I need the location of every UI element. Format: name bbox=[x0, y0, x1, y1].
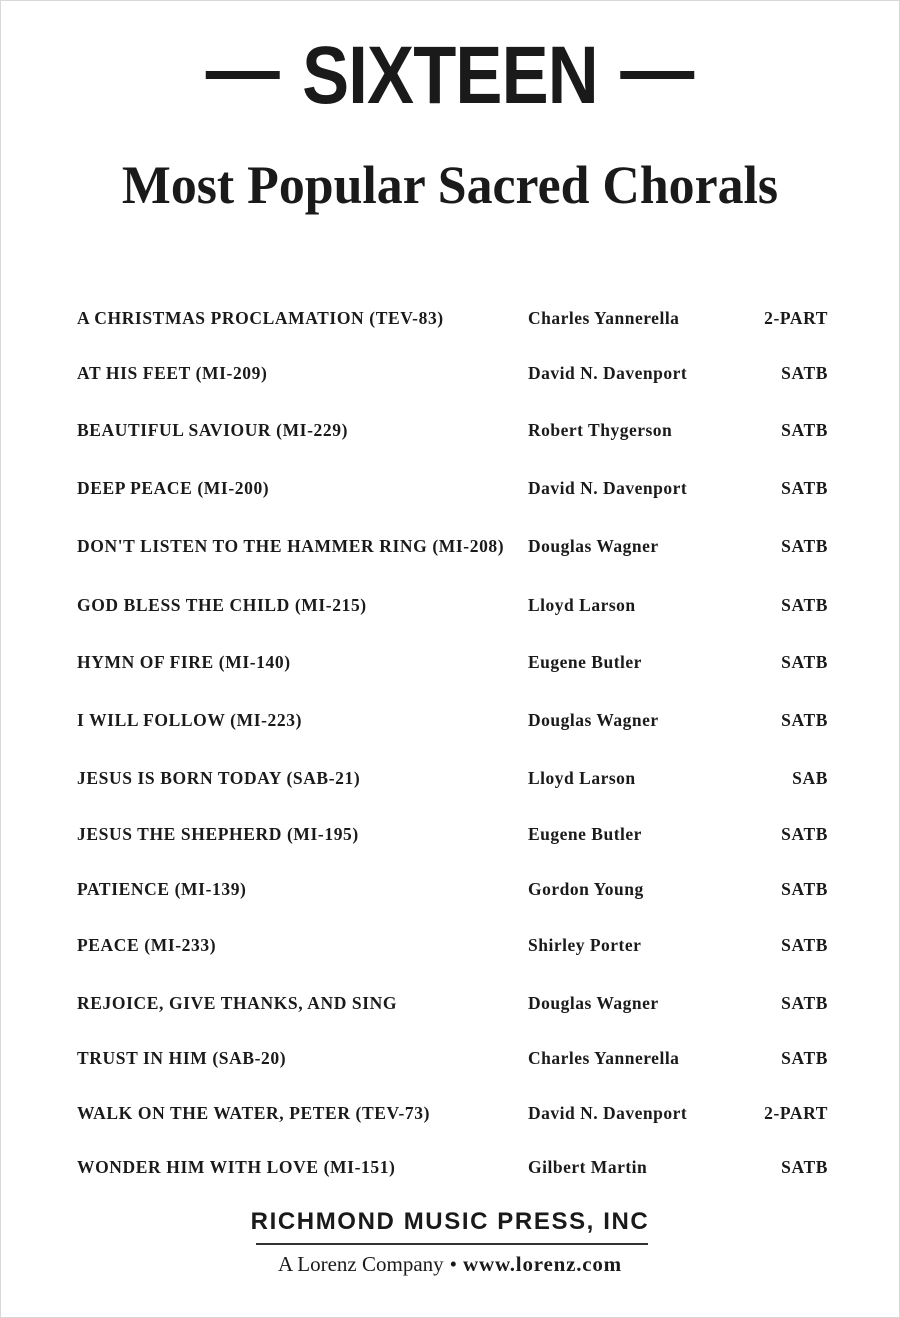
choral-voicing: SATB bbox=[781, 478, 828, 498]
choral-title: BEAUTIFUL SAVIOUR (MI-229) bbox=[77, 420, 348, 440]
choral-title: PATIENCE (MI-139) bbox=[77, 879, 247, 899]
choral-title: DEEP PEACE (MI-200) bbox=[77, 478, 270, 498]
page-subtitle: Most Popular Sacred Chorals bbox=[121, 155, 779, 215]
choral-voicing: SATB bbox=[781, 363, 828, 383]
choral-voicing: SATB bbox=[781, 420, 828, 440]
choral-composer: Douglas Wagner bbox=[528, 993, 659, 1013]
publisher-subline bbox=[0, 1249, 900, 1279]
choral-voicing: SATB bbox=[781, 536, 828, 556]
choral-voicing: 2-PART bbox=[764, 308, 828, 328]
choral-composer: Douglas Wagner bbox=[528, 710, 659, 730]
choral-voicing: SATB bbox=[781, 595, 828, 615]
title-text: SIXTEEN bbox=[302, 30, 598, 121]
choral-title: TRUST IN HIM (SAB-20) bbox=[77, 1048, 287, 1068]
choral-composer: David N. Davenport bbox=[528, 1103, 688, 1123]
choral-voicing: SATB bbox=[781, 993, 828, 1013]
choral-composer: Lloyd Larson bbox=[528, 768, 636, 788]
choral-voicing: SATB bbox=[781, 1048, 828, 1068]
choral-voicing: SATB bbox=[781, 652, 828, 672]
choral-title: PEACE (MI-233) bbox=[77, 935, 217, 955]
choral-composer: Shirley Porter bbox=[528, 935, 642, 955]
choral-title: GOD BLESS THE CHILD (MI-215) bbox=[77, 595, 367, 615]
choral-composer: Eugene Butler bbox=[528, 824, 642, 844]
choral-voicing: 2-PART bbox=[764, 1103, 828, 1123]
choral-voicing: SATB bbox=[781, 935, 828, 955]
choral-composer: Robert Thygerson bbox=[528, 420, 673, 440]
company-name: A Lorenz Company bbox=[278, 1252, 444, 1276]
choral-title: WONDER HIM WITH LOVE (MI-151) bbox=[77, 1157, 396, 1177]
bullet-separator: • bbox=[449, 1252, 458, 1276]
publisher-divider bbox=[256, 1243, 648, 1245]
choral-title: JESUS IS BORN TODAY (SAB-21) bbox=[77, 768, 361, 788]
choral-title: AT HIS FEET (MI-209) bbox=[77, 363, 268, 383]
choral-title: DON'T LISTEN TO THE HAMMER RING (MI-208) bbox=[77, 536, 505, 556]
choral-voicing: SATB bbox=[781, 824, 828, 844]
choral-composer: David N. Davenport bbox=[528, 363, 688, 383]
choral-composer: Gordon Young bbox=[528, 879, 644, 899]
choral-voicing: SAB bbox=[792, 768, 828, 788]
choral-composer: Gilbert Martin bbox=[528, 1157, 648, 1177]
choral-voicing: SATB bbox=[781, 879, 828, 899]
choral-composer: David N. Davenport bbox=[528, 478, 688, 498]
choral-composer: Eugene Butler bbox=[528, 652, 642, 672]
choral-title: JESUS THE SHEPHERD (MI-195) bbox=[77, 824, 359, 844]
choral-title: REJOICE, GIVE THANKS, AND SING bbox=[77, 993, 398, 1013]
choral-voicing: SATB bbox=[781, 710, 828, 730]
page-title bbox=[63, 28, 837, 124]
choral-composer: Douglas Wagner bbox=[528, 536, 659, 556]
choral-composer: Charles Yannerella bbox=[528, 308, 680, 328]
choral-title: WALK ON THE WATER, PETER (TEV-73) bbox=[77, 1103, 431, 1123]
title-dash-left bbox=[206, 71, 280, 79]
choral-title: A CHRISTMAS PROCLAMATION (TEV-83) bbox=[77, 308, 444, 328]
choral-composer: Charles Yannerella bbox=[528, 1048, 680, 1068]
website-link[interactable]: www.lorenz.com bbox=[463, 1252, 622, 1276]
choral-title: HYMN OF FIRE (MI-140) bbox=[77, 652, 291, 672]
publisher-name: RICHMOND MUSIC PRESS, INC bbox=[250, 1208, 650, 1235]
choral-composer: Lloyd Larson bbox=[528, 595, 636, 615]
title-dash-right bbox=[620, 71, 694, 79]
choral-voicing: SATB bbox=[781, 1157, 828, 1177]
choral-title: I WILL FOLLOW (MI-223) bbox=[77, 710, 303, 730]
